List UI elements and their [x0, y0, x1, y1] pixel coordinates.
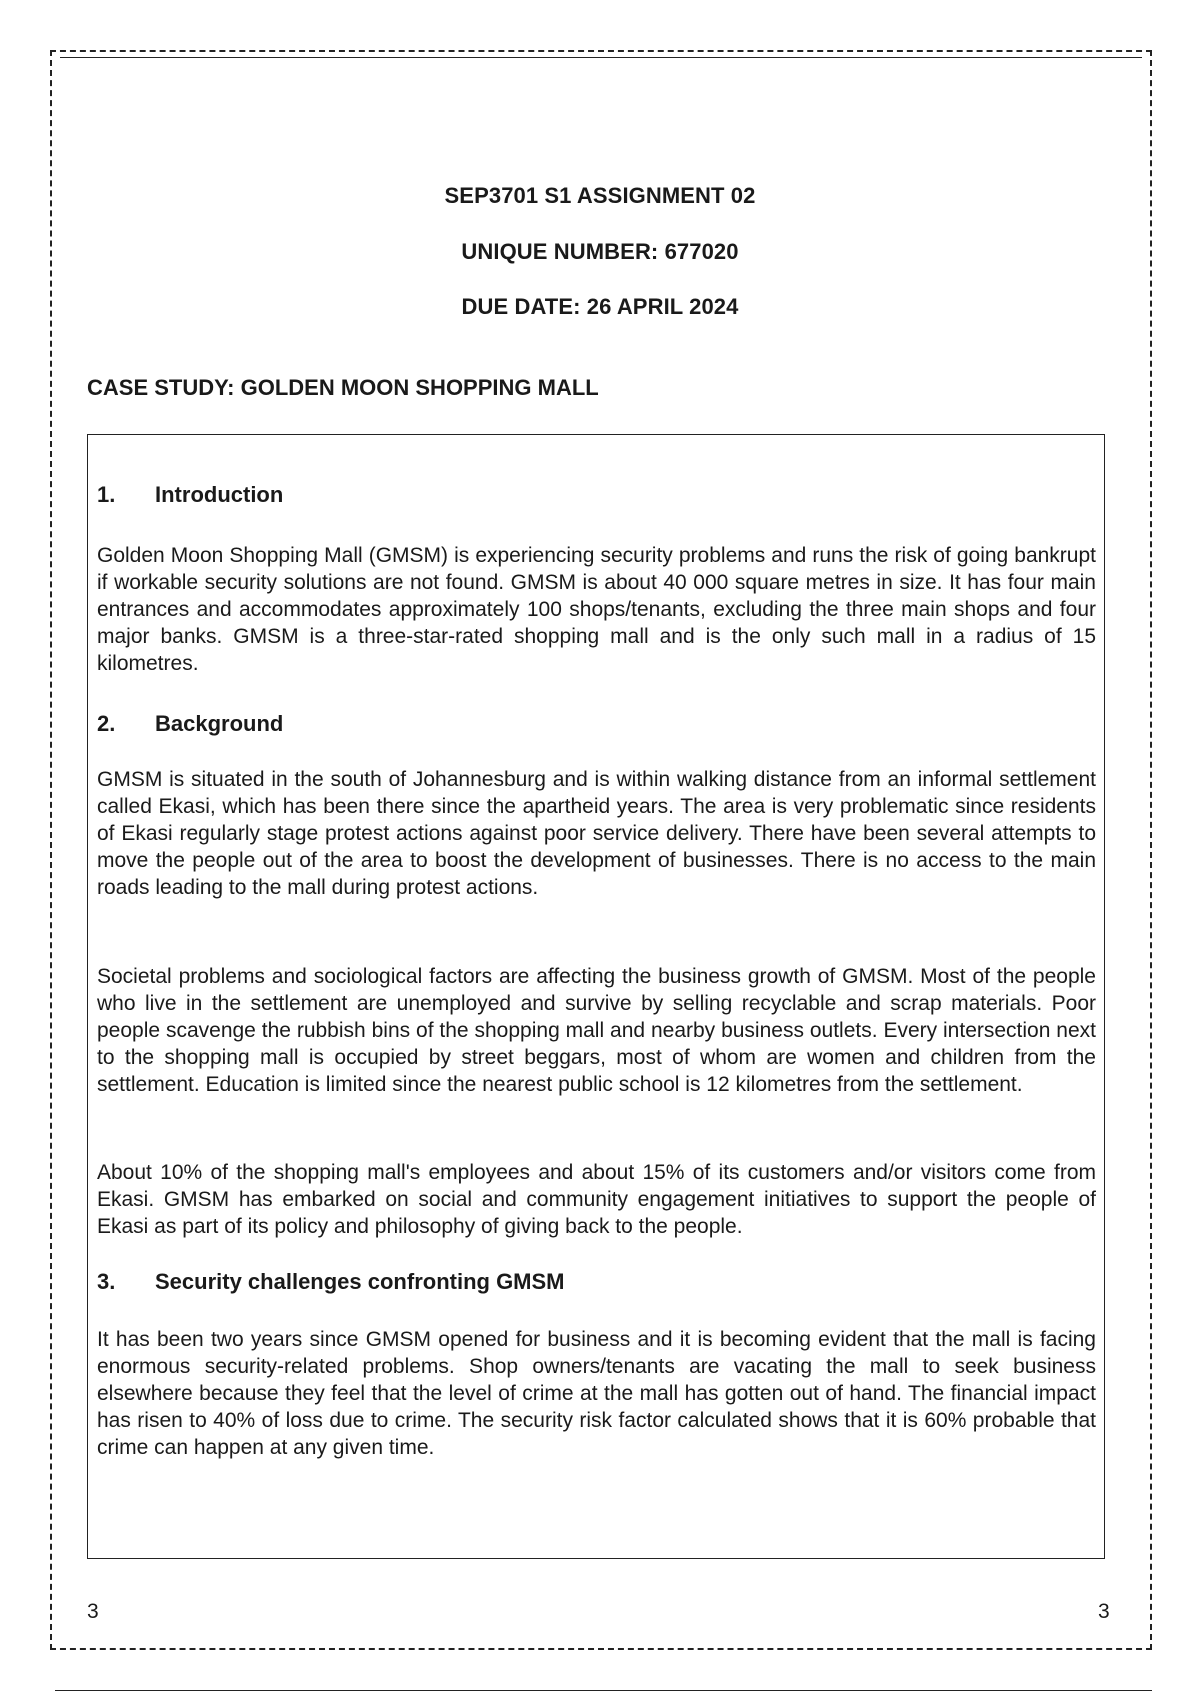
unique-number: UNIQUE NUMBER: 677020	[461, 239, 739, 264]
section-heading-introduction	[97, 482, 283, 508]
section-title: Background	[155, 711, 284, 736]
bottom-rule	[55, 1690, 1152, 1691]
background-paragraph-1: GMSM is situated in the south of Johannesburg and is within walking distance from an informal settlement called Ekasi, which has been there since the apartheid years. The area is very problematic since residents of Ekasi regularly stage protest actions against poor service delivery. There have been several attempts to move the people out of the area to boost the development of businesses. There is no access to the main roads leading to the mall during protest actions.	[97, 768, 1096, 899]
frame-top-rule	[60, 57, 1142, 58]
security-challenges-paragraph: It has been two years since GMSM opened for business and it is becoming evident that the mall is facing enormous security-related problems. Shop owners/tenants are vacating the mall to seek business elsewhere because they feel that the level of crime at the mall has gotten out of hand. The financial impact has risen to 40% of loss due to crime. The security risk factor calculated shows that it is 60% probable that crime can happen at any given time.	[97, 1328, 1096, 1459]
page-number-left: 3	[87, 1600, 99, 1623]
section-heading-background	[97, 711, 283, 737]
section-title: Introduction	[155, 482, 284, 507]
page-number-right: 3	[1098, 1600, 1110, 1623]
case-study-title: CASE STUDY: GOLDEN MOON SHOPPING MALL	[87, 375, 599, 400]
section-number: 1.	[97, 482, 116, 507]
background-paragraph-3: About 10% of the shopping mall's employees and about 15% of its customers and/or visitors come from Ekasi. GMSM has embarked on social and community engagement initiatives to support the people of Ekasi as part of its policy and philosophy of giving back to the people.	[97, 1161, 1096, 1238]
section-number: 3.	[97, 1269, 116, 1294]
section-number: 2.	[97, 711, 116, 736]
introduction-paragraph: Golden Moon Shopping Mall (GMSM) is experiencing security problems and runs the risk of going bankrupt if workable security solutions are not found. GMSM is about 40 000 square metres in size. It has four main entrances and accommodates approximately 100 shops/tenants, excluding the three main shops and four major banks. GMSM is a three-star-rated shopping mall and is the only such mall in a radius of 15 kilometres.	[97, 544, 1096, 675]
due-date: DUE DATE: 26 APRIL 2024	[461, 294, 739, 319]
section-title: Security challenges confronting GMSM	[155, 1269, 565, 1294]
section-heading-security-challenges	[97, 1269, 565, 1295]
assignment-code: SEP3701 S1 ASSIGNMENT 02	[444, 183, 756, 208]
background-paragraph-2: Societal problems and sociological factors are affecting the business growth of GMSM. Most of the people who live in the settlement are unemployed and survive by selling recyclable and scrap materials. Poor people scavenge the rubbish bins of the shopping mall and nearby business outlets. Every intersection next to the shopping mall is occupied by street beggars, most of whom are women and children from the settlement. Education is limited since the nearest public school is 12 kilometres from the settlement.	[97, 965, 1096, 1096]
